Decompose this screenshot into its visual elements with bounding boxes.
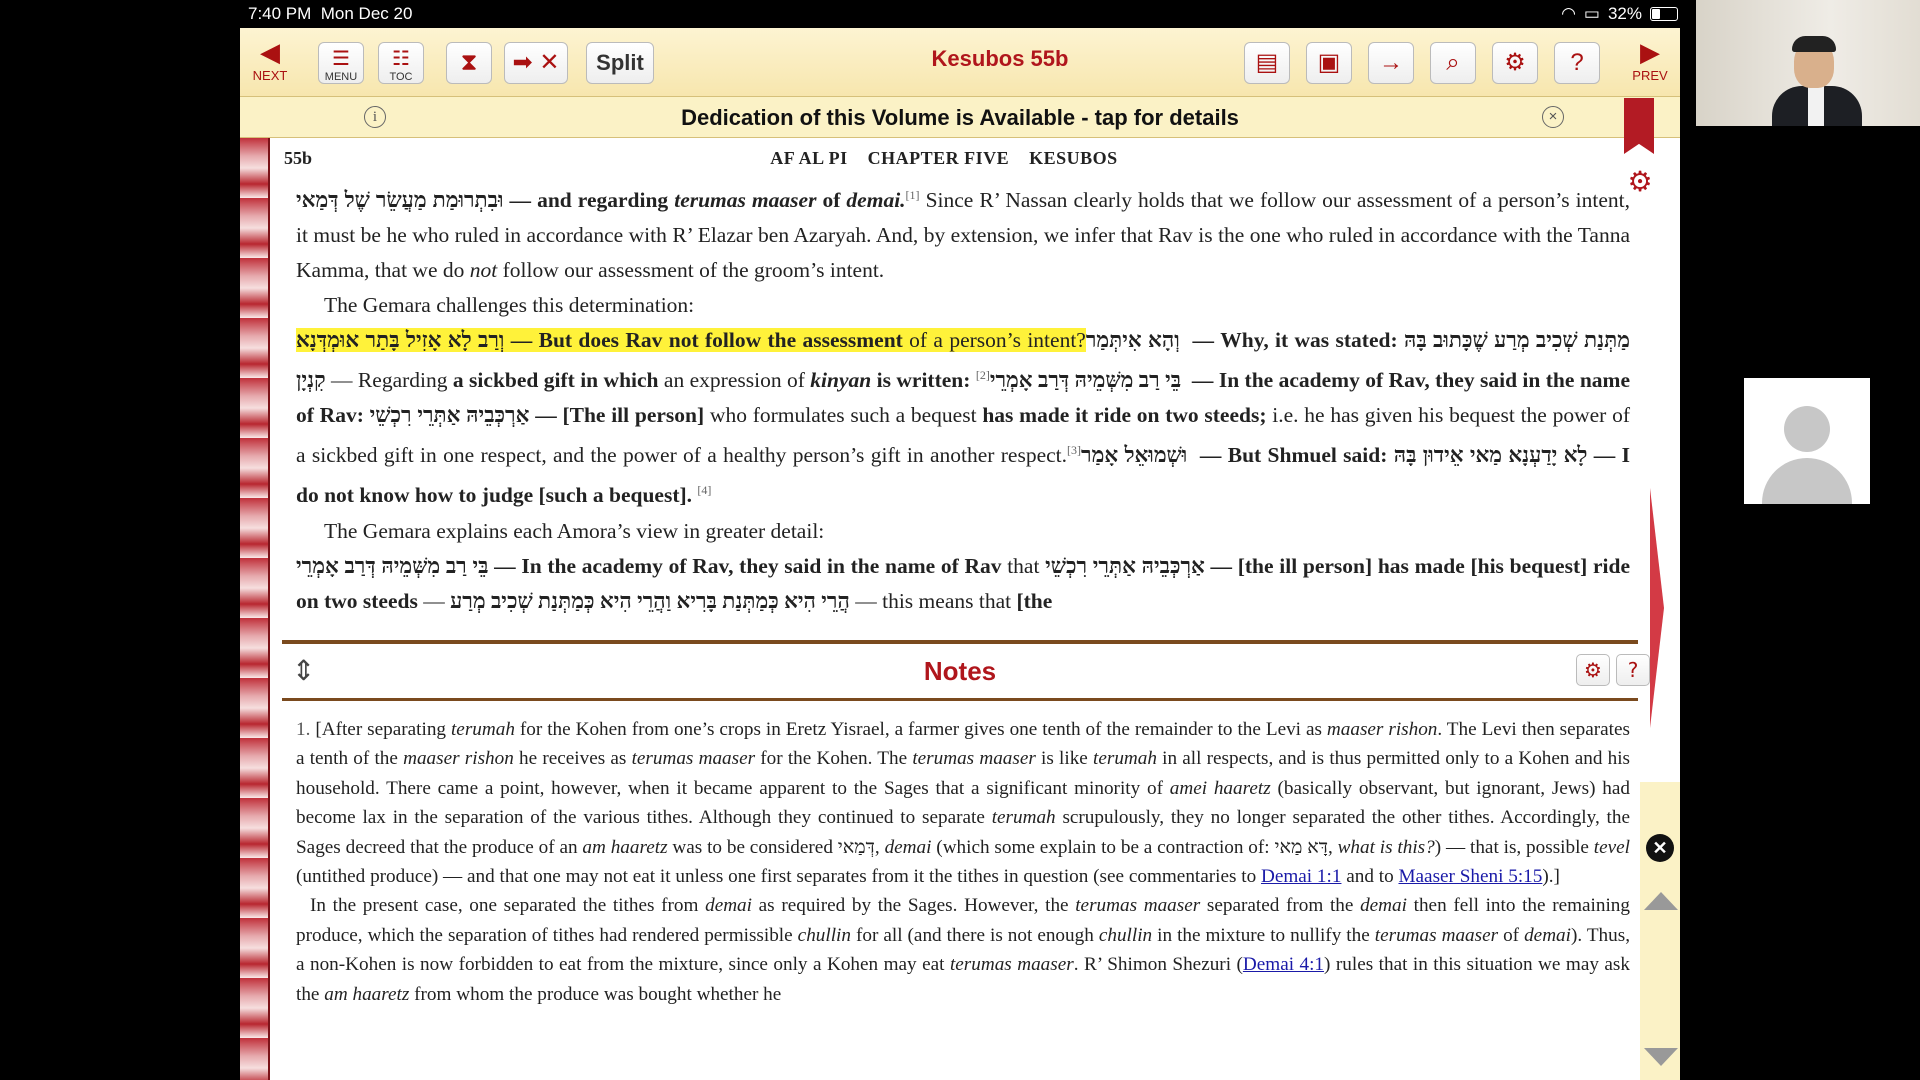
gemara-text	[296, 178, 1630, 619]
video-tile-participant-avatar[interactable]	[1744, 378, 1870, 504]
document-icon: ▤	[1255, 49, 1279, 76]
status-bar	[240, 0, 1696, 28]
wifi-icon: ◠	[1561, 4, 1576, 23]
footnote-ref[interactable]: [2]	[975, 368, 990, 383]
prev-button[interactable]: ▶ PREV	[1620, 28, 1680, 96]
menu-icon: ☰	[332, 48, 350, 70]
text-paragraph: The Gemara explains each Amora’s view in greater detail:	[324, 518, 825, 543]
app-window	[240, 28, 1680, 1080]
search-icon: ⌕	[1446, 49, 1460, 76]
footnote-ref[interactable]: [3]	[1067, 443, 1082, 458]
notes-header	[282, 644, 1638, 698]
help-button[interactable]	[1554, 42, 1600, 84]
notes-help-button[interactable]	[1616, 654, 1650, 686]
footnote-ref[interactable]: [4]	[697, 483, 712, 498]
note-item: 1. [After separating terumah for the Kohen from one’s crops in Eretz Yisrael, a farmer gives one tenth of the remainder to the Levi as maaser rishon. The Levi then separates a tenth of the maaser rishon he receives as terumas maaser for the Kohen. The terumas maaser is like terumah in all respects, and is thus permitted only to a Kohen and his household. There came a point, however, when it became apparent to the Sages that a significant minority of amei haaretz (basically observant, but ignorant, Jews) had become lax in the separation of the various tithes. Although they continued to separate terumah scrupulously, they no longer separated the other tithes. Accordingly, the Sages decreed that the produce of an am haaretz was to be considered דְּמַאי, demai (which some explain to be a contraction of: דָּא מַאי, what is this?) — that is, possible tevel (untithed produce) — and that one may not eat it unless one first separates from it the tithes in question (see commentaries to Demai 1:1 and to Maaser Sheni 5:15).]	[296, 719, 1631, 888]
briefcase-icon: ▣	[1317, 49, 1341, 76]
battery-icon	[1650, 7, 1678, 21]
page-settings-icon[interactable]: ⚙	[1627, 165, 1653, 198]
close-icon[interactable]: ×	[1542, 106, 1564, 128]
bookmark-ribbon[interactable]	[1624, 98, 1654, 154]
gear-icon: ⚙	[1504, 49, 1526, 76]
status-right	[1561, 4, 1678, 24]
margin-divider	[268, 138, 270, 1080]
menu-button[interactable]: ☰ MENU	[318, 42, 364, 84]
split-button[interactable]: Split	[586, 42, 654, 84]
triangle-left-icon: ◀	[260, 37, 280, 67]
dedication-banner[interactable]	[240, 97, 1680, 138]
link-toggle-button[interactable]	[504, 42, 568, 84]
scroll-down-icon[interactable]	[1644, 1048, 1678, 1066]
battery-percent: 32%	[1607, 4, 1642, 23]
page-title: Kesubos 55b	[931, 46, 1069, 71]
status-time: 7:40 PM Mon Dec 20	[248, 4, 413, 23]
text-paragraph: The Gemara challenges this determination:	[324, 293, 695, 318]
settings-button[interactable]	[1492, 42, 1538, 84]
section-header: AF AL PI CHAPTER FIVE KESUBOS	[770, 148, 1118, 168]
search-button[interactable]	[1430, 42, 1476, 84]
screen-mirror-icon: ▭	[1583, 4, 1600, 23]
reference-link[interactable]: Demai 4:1	[1242, 954, 1325, 976]
next-page-arrow-icon[interactable]	[1650, 488, 1664, 728]
help-icon: ?	[1570, 49, 1584, 76]
arrow-right-box-icon: ➡ ✕	[512, 49, 560, 76]
notes-divider-bottom	[282, 698, 1638, 701]
dedication-text[interactable]: Dedication of this Volume is Available - tap for details	[681, 105, 1239, 130]
footnote-ref[interactable]: [1]	[905, 188, 920, 202]
decorative-border	[240, 138, 270, 1080]
text-paragraph: וְרַב לָא אָזִיל בָּתַר אוּמְדְּנָא — But does Rav not follow the assessment of a person’s intent? וְהָא אִיתְּמַר — Why, it was stated: מַתְּנַת שְׁכִיב מְרַע שֶׁכָּתוּב בָּהּ קִנְיָן — Regarding a sickbed gift in which an expression of kinyan is written: [2] בֵּי רַב מִשְּׁמֵיהּ דְּרַב אָמְרֵי — In the academy of Rav, they said in the name of Rav: אַרְכְּבֵיהּ אַתְּרֵי רִכְשֵׁי — [The ill person] who formulates such a bequest has made it ride on two steeds; i.e. he has given his bequest the power of a sickbed gift in one respect, and the power of a healthy person’s gift in another respect.[3] וּשְׁמוּאֵל אָמַר — But Shmuel said: לָא יָדַעְנָא מַאי אֵידוּן בָּהּ — I do not know how to judge [such a bequest]. [4]	[296, 328, 1630, 508]
hourglass-icon: ⧗	[460, 49, 478, 76]
toc-button[interactable]: ☷ TOC	[378, 42, 424, 84]
triangle-right-icon: ▶	[1640, 37, 1660, 67]
arrow-icon: →	[1379, 49, 1403, 76]
page-number: 55b	[284, 148, 313, 168]
scroll-up-icon[interactable]	[1644, 892, 1678, 910]
reference-link[interactable]: Demai 1:1	[1260, 866, 1342, 888]
page-header	[284, 148, 1644, 172]
notes-settings-button[interactable]	[1576, 654, 1610, 686]
notes-text	[296, 715, 1630, 1009]
close-notes-icon[interactable]: ✕	[1646, 834, 1674, 862]
text-paragraph: וּבִתְרוּמַת מַעֲשֵׂר שֶׁל דְּמַאי — and regarding terumas maaser of demai.[1] Since R’ Nassan clearly holds that we follow our assessment of a person’s intent, it must be he who ruled in accordance with R’ Elazar ben Azaryah. And, by extension, we infer that Rav is the one who ruled in accordance with the Tanna Kamma, that we do not follow our assessment of the groom’s intent.	[296, 188, 1630, 283]
toolbar	[240, 28, 1680, 97]
info-icon[interactable]: i	[364, 106, 386, 128]
page-view-button[interactable]	[1244, 42, 1290, 84]
video-tile-presenter[interactable]	[1696, 0, 1920, 126]
goto-button[interactable]	[1368, 42, 1414, 84]
history-button[interactable]	[446, 42, 492, 84]
next-button[interactable]: ◀ NEXT	[240, 28, 300, 96]
scroll-controls	[1640, 782, 1680, 1080]
library-button[interactable]	[1306, 42, 1352, 84]
help-icon: ?	[1627, 658, 1639, 682]
note-item: In the present case, one separated the tithes from demai as required by the Sages. However, the terumas maaser separated from the demai then fell into the remaining produce, which the separation of tithes had rendered permissible chullin for all (and there is not enough chullin in the mixture to nullify the terumas maaser of demai). Thus, a non-Kohen is now forbidden to eat from the mixture, since only a Kohen may eat terumas maaser. R’ Shimon Shezuri (Demai 4:1) rules that in this situation we may ask the am haaretz from whom the produce was bought whether he	[296, 895, 1631, 1005]
highlighted-text[interactable]: וְרַב לָא אָזִיל בָּתַר אוּמְדְּנָא	[296, 328, 505, 353]
resize-handle-icon[interactable]: ⇕	[292, 654, 316, 687]
gear-icon: ⚙	[1584, 658, 1602, 682]
notes-title: Notes	[923, 656, 997, 686]
list-icon: ☷	[392, 48, 410, 70]
text-paragraph: בֵּי רַב מִשְּׁמֵיהּ דְּרַב אָמְרֵי — In the academy of Rav, they said in the name of Rav that אַרְכְּבֵיהּ אַתְּרֵי רִכְשֵׁי — [the ill person] has made [his bequest] ride on two steeds — הֲרֵי הִיא כְּמַתְּנַת בָּרִיא וַהֲרֵי הִיא כְּמַתְּנַת שְׁכִיב מְרַע — this means that [the	[296, 553, 1630, 613]
reference-link[interactable]: Maaser Sheni 5:15	[1398, 866, 1543, 888]
